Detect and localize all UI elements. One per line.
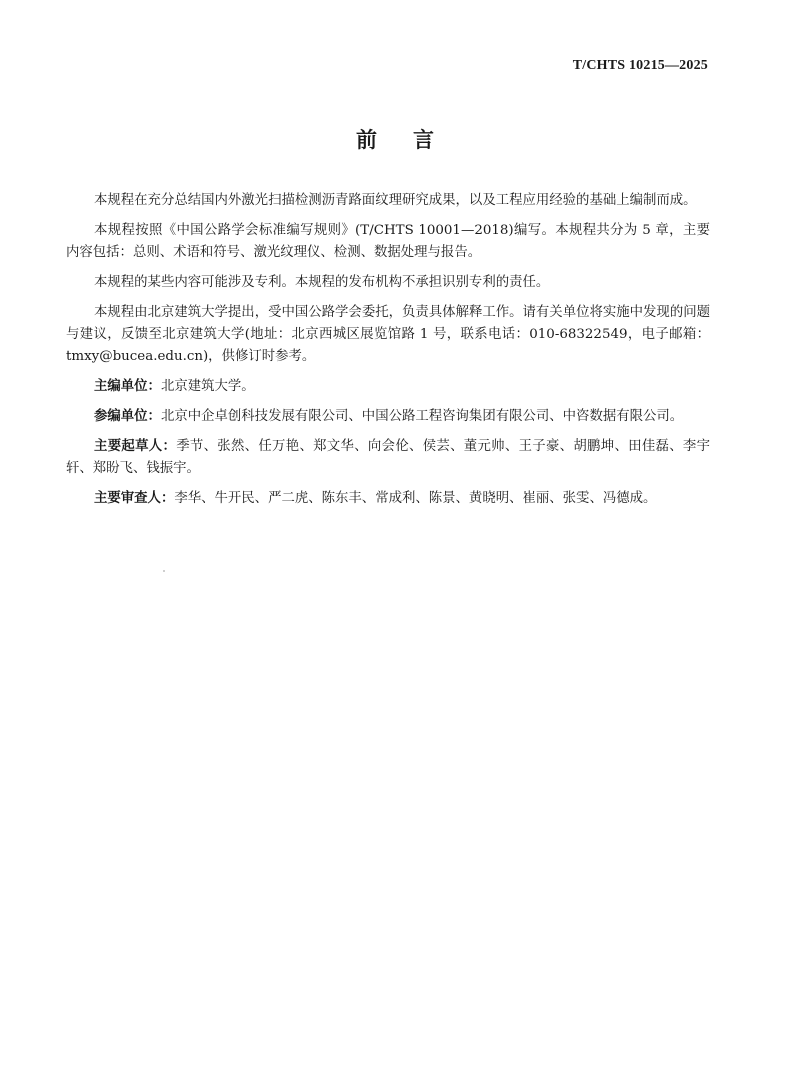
paragraph-1: 本规程在充分总结国内外激光扫描检测沥青路面纹理研究成果，以及工程应用经验的基础上编制而成。 [94,193,697,208]
main-reviewers [66,488,710,510]
main-drafters-label: 主要起草人： [94,439,177,454]
main-reviewers-label: 主要审查人： [94,491,175,506]
main-drafters-value: 季节、张然、任万艳、郑文华、向会伦、侯芸、董元帅、王子豪、胡鹏坤、田佳磊、李宇轩、郑盼飞、钱振宇。 [66,439,711,476]
document-code: T/CHTS 10215—2025 [572,58,708,73]
chief-editor-value: 北京建筑大学。 [160,379,255,394]
chief-editor-unit [66,376,710,398]
participating-units [66,406,710,428]
main-reviewers-value: 李华、牛开民、严二虎、陈东丰、常成利、陈景、黄晓明、崔丽、张雯、冯德成。 [174,491,657,506]
paragraph-3: 本规程的某些内容可能涉及专利。本规程的发布机构不承担识别专利的责任。 [94,275,550,290]
scan-speck [163,570,165,572]
page-title: 前言 [356,128,470,152]
participating-units-label: 参编单位： [94,409,161,424]
foreword-body [66,190,710,518]
participating-units-value: 北京中企卓创科技发展有限公司、中国公路工程咨询集团有限公司、中咨数据有限公司。 [160,409,684,424]
chief-editor-label: 主编单位： [94,379,161,394]
paragraph-2: 本规程按照《中国公路学会标准编写规则》(T/CHTS 10001—2018)编写。本规程共分为 5 章，主要内容包括：总则、术语和符号、激光纹理仪、检测、数据处理与报告。 [66,223,710,260]
paragraph-4: 本规程由北京建筑大学提出，受中国公路学会委托，负责具体解释工作。请有关单位将实施中发现的问题与建议，反馈至北京建筑大学(地址：北京西城区展览馆路 1 号，联系电话：010-68322549，电子邮箱：tmxy@bucea.edu.cn)，供修订时参考。 [66,305,710,364]
main-drafters [66,436,710,480]
